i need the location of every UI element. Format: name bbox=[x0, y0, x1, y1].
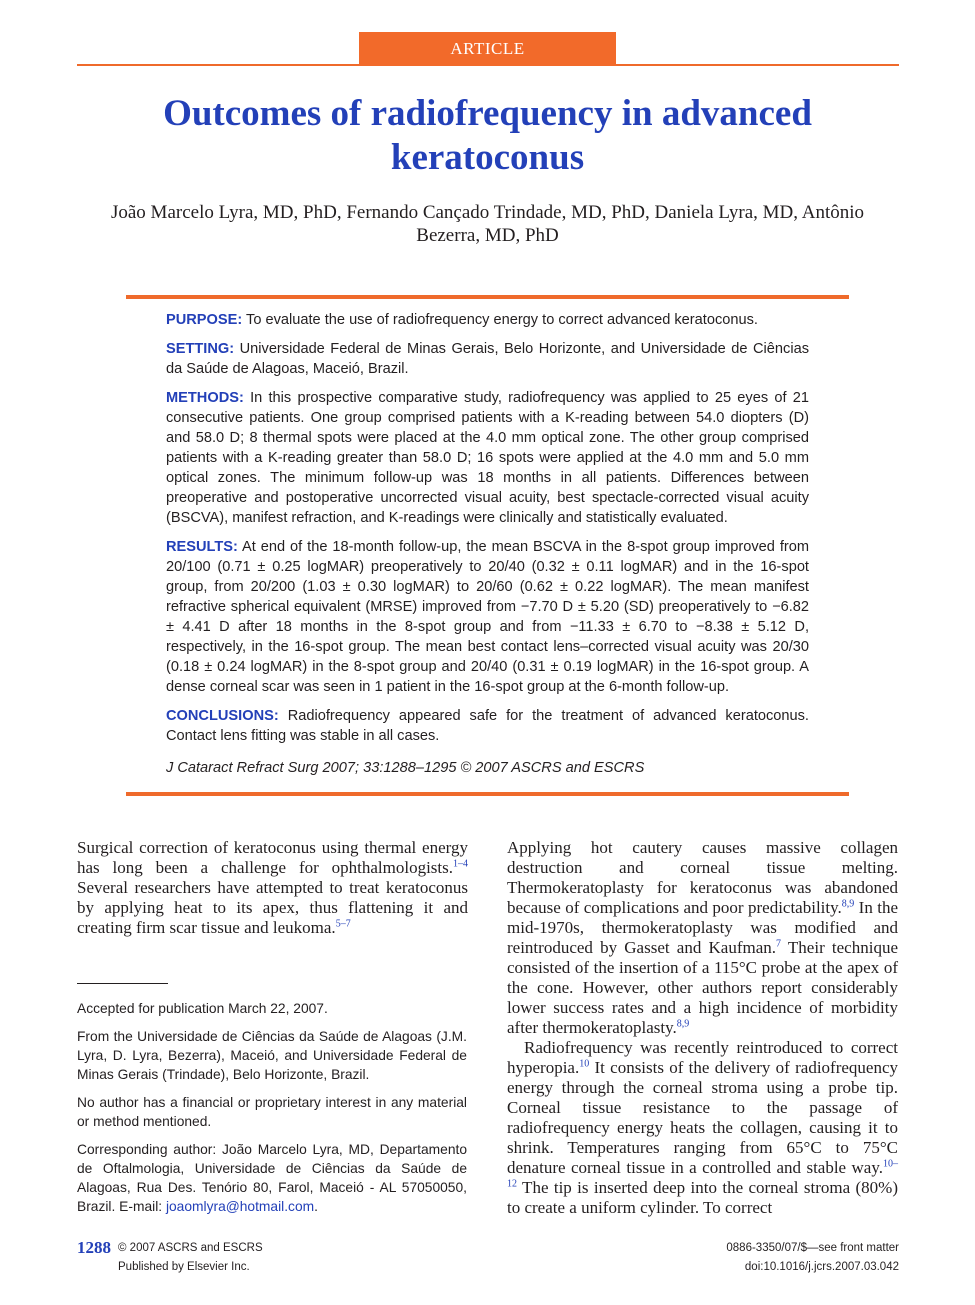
body-text: In the mid-1970s, thermokeratoplasty was modified and reintroduced by Gasset and Kaufman. bbox=[507, 898, 898, 957]
footnote-accepted: Accepted for publication March 22, 2007. bbox=[77, 1001, 328, 1016]
footer-publisher: Published by Elsevier Inc. bbox=[118, 1261, 250, 1273]
footnotes bbox=[77, 999, 467, 1225]
reference-link[interactable]: 10–12 bbox=[507, 1158, 898, 1190]
body-paragraph bbox=[507, 1038, 898, 1218]
abstract bbox=[166, 310, 809, 787]
footnote-corresponding bbox=[77, 1140, 467, 1216]
reference-link[interactable]: 5–7 bbox=[335, 918, 351, 930]
setting-text: Universidade Federal de Minas Gerais, Belo Horizonte, and Universidade de Ciências da Saúde de Alagoas, Maceió, Brazil. bbox=[166, 341, 809, 377]
reference-link[interactable]: 8,9 bbox=[841, 898, 855, 910]
footnote-disclosure: No author has a financial or proprietary interest in any material or method mentioned. bbox=[77, 1095, 467, 1129]
footer-copyright: © 2007 ASCRS and ESCRS bbox=[118, 1242, 263, 1254]
abstract-conclusions bbox=[166, 706, 809, 746]
abstract-methods bbox=[166, 388, 809, 528]
body-paragraph bbox=[507, 838, 898, 1038]
abstract-results bbox=[166, 537, 809, 697]
reference-link[interactable]: 8,9 bbox=[676, 1018, 690, 1030]
corresponding-text: Corresponding author: João Marcelo Lyra, MD, Departamento de Oftalmologia, Universidade de Ciências da Saúde de Alagoas, Rua Des. Tenório 80, Farol, Maceió - AL 57050050, Brazil. E-mail: bbox=[77, 1142, 467, 1214]
abstract-purpose bbox=[166, 310, 809, 330]
reference-link[interactable]: 7 bbox=[776, 938, 782, 950]
reference-link[interactable]: 1–4 bbox=[453, 858, 468, 870]
body-text: Surgical correction of keratoconus using thermal energy has long been a challenge for ophthalmologists. bbox=[77, 838, 468, 877]
body-text: It consists of the delivery of radiofrequency energy through the corneal stroma using a probe tip. Corneal tissue resistance to the passage of radiofrequency energy heats the collagen, causing it to shrink. Temperatures ranging from 65°C to 75°C denature corneal tissue in a controlled and stable way. bbox=[507, 1058, 898, 1177]
journal-citation: J Cataract Refract Surg 2007; 33:1288–1295 © 2007 ASCRS and ESCRS bbox=[166, 760, 645, 776]
abstract-top-rule bbox=[126, 295, 849, 299]
results-text: At end of the 18-month follow-up, the mean BSCVA in the 8-spot group improved from 20/100 (0.71 ± 0.25 logMAR) preoperatively to 20/40 (0.32 ± 0.11 logMAR) and in the 16-spot group, from 20/200 (1.03 ± 0.30 logMAR) to 20/60 (0.62 ± 0.22 logMAR). The mean manifest refractive spherical equivalent (MRSE) improved from −7.70 D ± 5.20 (SD) preoperatively to −6.82 ± 4.41 D after 18 months in the 8-spot group and from −11.33 ± 6.70 to −8.38 ± 5.12 D, respectively, in the 16-spot group. The mean best contact lens–corrected visual acuity was 20/30 (0.18 ± 0.24 logMAR) in the 8-spot group and 20/40 (0.31 ± 0.19 logMAR) in the 16-spot group. A dense corneal scar was seen in 1 patient in the 16-spot group at the 6-month follow-up. bbox=[166, 539, 810, 695]
footnote-rule bbox=[77, 983, 168, 984]
body-column-right bbox=[507, 838, 898, 1218]
body-paragraph bbox=[77, 838, 468, 938]
conclusions-text: Radiofrequency appeared safe for the treatment of advanced keratoconus. Contact lens fitting was stable in all cases. bbox=[166, 708, 809, 744]
body-text: Applying hot cautery causes massive collagen destruction and corneal tissue melting. Thermokeratoplasty for keratoconus was abandoned because of complications and poor predictability. bbox=[507, 838, 898, 917]
abstract-bottom-rule bbox=[126, 792, 849, 796]
author-list: João Marcelo Lyra, MD, PhD, Fernando Cançado Trindade, MD, PhD, Daniela Lyra, MD, Antônio Bezerra, MD, PhD bbox=[110, 202, 865, 246]
body-text: Their technique consisted of the insertion of a 115°C probe at the apex of the cone. However, other authors report considerably lower success rates and a high incidence of morbidity after thermokeratoplasty. bbox=[507, 938, 898, 1037]
page-number: 1288 bbox=[77, 1238, 111, 1257]
footer-doi: doi:10.1016/j.jcrs.2007.03.042 bbox=[744, 1261, 899, 1273]
body-text: The tip is inserted deep into the corneal stroma (80%) to create a uniform cylinder. To correct bbox=[507, 1178, 898, 1217]
abstract-setting bbox=[166, 339, 809, 379]
conclusions-label: CONCLUSIONS: bbox=[166, 708, 279, 724]
results-label: RESULTS: bbox=[166, 539, 238, 555]
article-title: Outcomes of radiofrequency in advanced keratoconus bbox=[163, 93, 812, 178]
reference-link[interactable]: 10 bbox=[579, 1058, 590, 1070]
methods-label: METHODS: bbox=[166, 390, 244, 406]
methods-text: In this prospective comparative study, radiofrequency was applied to 25 eyes of 21 consecutive patients. One group comprised patients with a K-reading between 54.0 diopters (D) and 58.0 D; 8 thermal spots were placed at the 4.0 mm optical zone. The other group comprised patients with a K-reading greater than 58.0 D; 16 spots were applied at the 4.0 mm and 5.0 mm optical zones. The minimum follow-up was 18 months in all patients. Differences between preoperative and postoperative uncorrected visual acuity, best spectacle-corrected visual acuity (BSCVA), manifest refraction, and K-readings were clinically and statistically evaluated. bbox=[166, 390, 810, 526]
purpose-text: To evaluate the use of radiofrequency energy to correct advanced keratoconus. bbox=[246, 312, 758, 328]
purpose-label: PURPOSE: bbox=[166, 312, 243, 328]
body-text: Radiofrequency was recently reintroduced to correct hyperopia. bbox=[507, 1038, 898, 1077]
setting-label: SETTING: bbox=[166, 341, 235, 357]
email-link[interactable]: joaomlyra@hotmail.com bbox=[165, 1199, 315, 1214]
body-column-left bbox=[77, 838, 468, 938]
section-tab: ARTICLE bbox=[359, 32, 616, 66]
body-text: Several researchers have attempted to treat keratoconus by applying heat to its apex, thus flattening it and creating firm scar tissue and leukoma. bbox=[77, 878, 468, 937]
footer-issn: 0886-3350/07/$—see front matter bbox=[726, 1242, 899, 1254]
corresponding-end: . bbox=[314, 1199, 318, 1214]
footnote-affiliation: From the Universidade de Ciências da Saúde de Alagoas (J.M. Lyra, D. Lyra, Bezerra), Maceió, and Universidade Federal de Minas Gerais (Trindade), Belo Horizonte, Brazil. bbox=[77, 1029, 467, 1082]
